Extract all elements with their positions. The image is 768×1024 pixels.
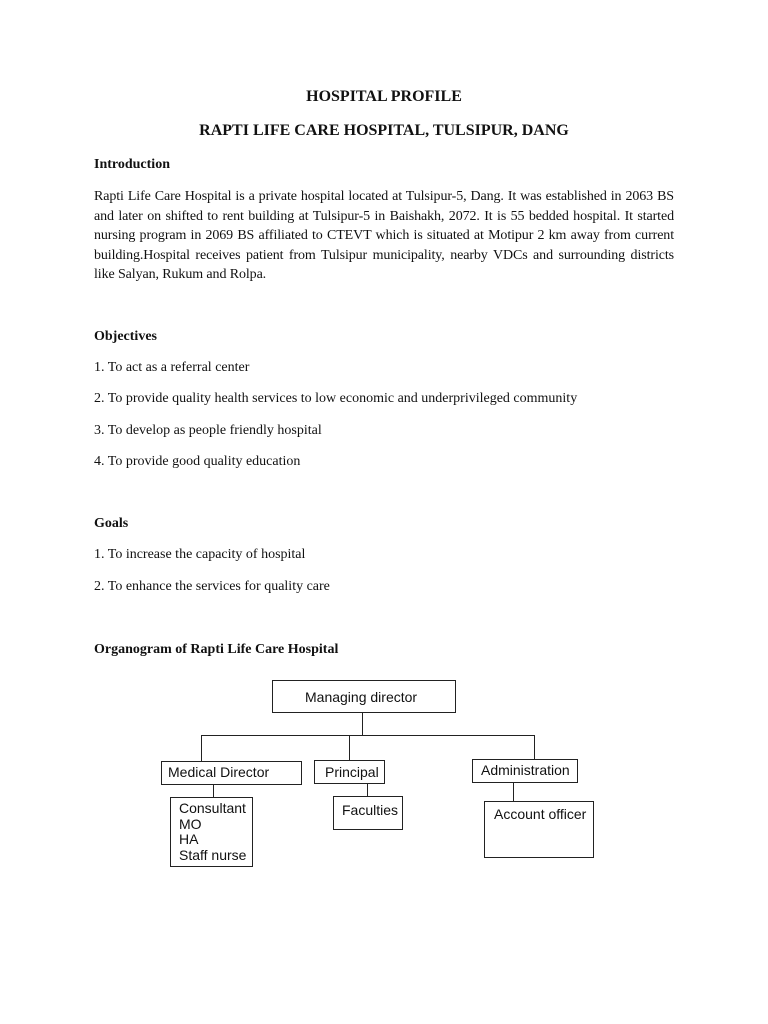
org-staff-label: Staff nurse — [179, 846, 247, 863]
org-connector — [201, 735, 202, 762]
org-connector — [513, 783, 514, 801]
org-connector — [367, 784, 368, 796]
org-box-managing-director — [272, 680, 456, 713]
introduction-paragraph: Rapti Life Care Hospital is a private hospital located at Tulsipur-5, Dang. It was established in 2063 BS and later on shifted to rent building at Tulsipur-5 in Baishakh, 2072. It is 55 bedded hospital. It started nursing program in 2069 BS affiliated to CTEVT which is situated at Motipur 2 km away from current building.Hospital receives patient from Tulsipur municipality, nearby VDCs and surrounding districts like Salyan, Rukum and Rolpa. — [94, 189, 674, 282]
org-staff-label: MO — [179, 815, 202, 832]
org-connector — [349, 735, 350, 761]
org-box-medical-director — [161, 761, 302, 785]
org-connector — [534, 735, 535, 760]
organogram-heading: Organogram of Rapti Life Care Hospital — [94, 642, 339, 657]
org-staff-label: HA — [179, 831, 199, 847]
objective-item: 3. To develop as people friendly hospital — [94, 423, 322, 438]
org-connector — [362, 713, 363, 735]
org-box-administration — [472, 759, 578, 783]
document-subtitle: RAPTI LIFE CARE HOSPITAL, TULSIPUR, DANG — [199, 122, 569, 139]
introduction-heading: Introduction — [94, 157, 170, 172]
org-label: Administration — [481, 762, 570, 778]
goal-item: 1. To increase the capacity of hospital — [94, 547, 306, 562]
org-connector — [213, 785, 214, 797]
org-box-medical-staff — [170, 797, 253, 867]
org-staff-label: Faculties — [342, 802, 399, 818]
org-box-account-officer — [484, 801, 594, 858]
document-title: HOSPITAL PROFILE — [306, 88, 462, 105]
org-label: Managing director — [305, 689, 418, 705]
org-box-principal — [314, 760, 385, 784]
org-staff-label: Account officer — [494, 806, 587, 822]
org-box-faculties — [333, 796, 403, 830]
org-connector — [201, 735, 535, 736]
objective-item: 2. To provide quality health services to low economic and underprivileged community — [94, 391, 578, 406]
org-staff-label: Consultant — [179, 800, 246, 816]
org-label: Principal — [325, 764, 379, 780]
objective-item: 1. To act as a referral center — [94, 360, 250, 375]
goal-item: 2. To enhance the services for quality care — [94, 579, 330, 594]
objective-item: 4. To provide good quality education — [94, 454, 301, 469]
goals-heading: Goals — [94, 516, 129, 531]
objectives-heading: Objectives — [94, 329, 157, 344]
org-label: Medical Director — [168, 764, 270, 780]
